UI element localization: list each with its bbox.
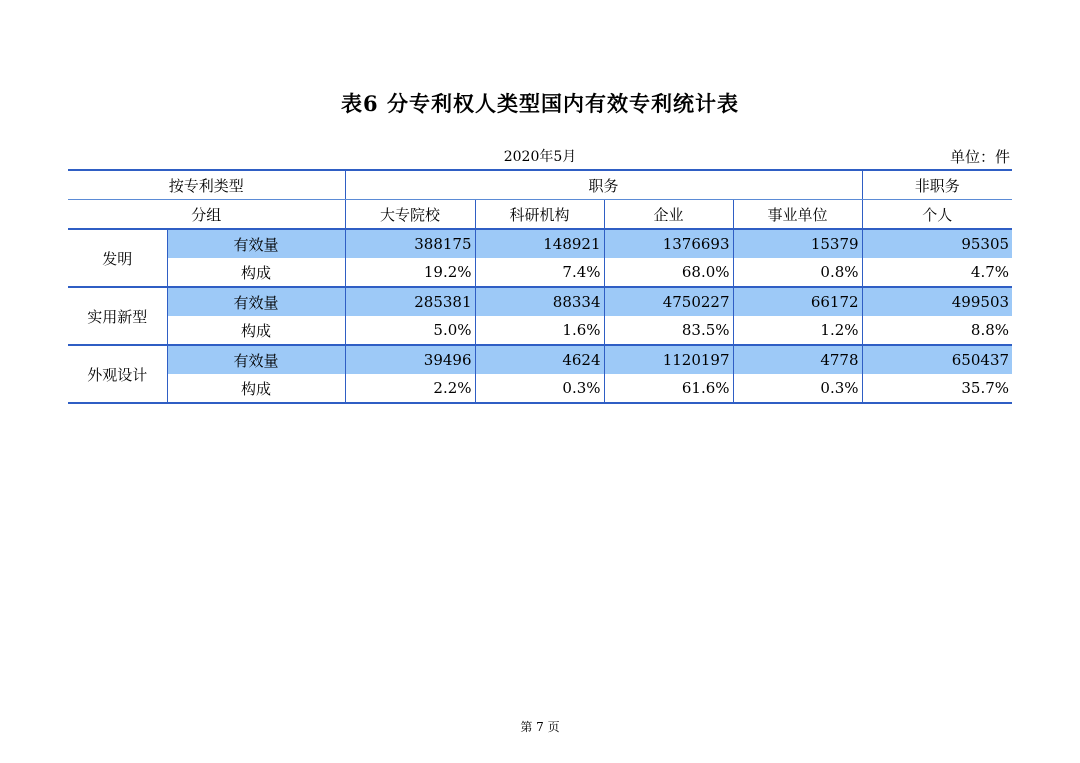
cell-value: 35.7% [862,374,1012,403]
cell-value: 0.3% [733,374,862,403]
header-job-group: 职务 [345,170,862,200]
cell-value: 19.2% [345,258,475,287]
cell-value: 650437 [862,345,1012,374]
header-col-research: 科研机构 [475,200,604,230]
group-label-utility-model: 实用新型 [68,287,167,345]
row-label-count: 有效量 [167,287,345,316]
cell-value: 1376693 [604,229,733,258]
cell-value: 388175 [345,229,475,258]
cell-value: 0.8% [733,258,862,287]
cell-value: 68.0% [604,258,733,287]
row-label-count: 有效量 [167,345,345,374]
cell-value: 88334 [475,287,604,316]
table-row [68,229,1012,258]
cell-value: 1.2% [733,316,862,345]
header-group-label: 分组 [68,200,345,230]
cell-value: 5.0% [345,316,475,345]
cell-value: 61.6% [604,374,733,403]
cell-value: 0.3% [475,374,604,403]
cell-value: 2.2% [345,374,475,403]
header-col-individuals: 个人 [862,200,1012,230]
cell-value: 4.7% [862,258,1012,287]
cell-value: 95305 [862,229,1012,258]
header-row-2 [68,200,1012,230]
row-label-count: 有效量 [167,229,345,258]
cell-value: 8.8% [862,316,1012,345]
cell-value: 83.5% [604,316,733,345]
cell-value: 4750227 [604,287,733,316]
page-number: 第 7 页 [520,720,560,734]
cell-value: 7.4% [475,258,604,287]
table-row [68,316,1012,345]
unit-label: 单位：件 [949,148,1010,166]
table-title: 表6 分专利权人类型国内有效专利统计表 [341,91,739,116]
header-col-universities: 大专院校 [345,200,475,230]
cell-value: 4624 [475,345,604,374]
table-row [68,258,1012,287]
header-row-1 [68,170,1012,200]
report-date: 2020年5月 [503,149,577,165]
header-nonjob-group: 非职务 [862,170,1012,200]
cell-value: 499503 [862,287,1012,316]
table-row [68,345,1012,374]
row-label-share: 构成 [167,258,345,287]
header-col-institutions: 事业单位 [733,200,862,230]
cell-value: 285381 [345,287,475,316]
cell-value: 1.6% [475,316,604,345]
group-label-design: 外观设计 [68,345,167,403]
cell-value: 66172 [733,287,862,316]
patent-stats-table [68,169,1012,404]
group-label-invention: 发明 [68,229,167,287]
cell-value: 148921 [475,229,604,258]
cell-value: 4778 [733,345,862,374]
header-type-label: 按专利类型 [68,170,345,200]
header-col-enterprises: 企业 [604,200,733,230]
cell-value: 1120197 [604,345,733,374]
cell-value: 39496 [345,345,475,374]
table-row [68,374,1012,403]
row-label-share: 构成 [167,374,345,403]
table-row [68,287,1012,316]
row-label-share: 构成 [167,316,345,345]
cell-value: 15379 [733,229,862,258]
